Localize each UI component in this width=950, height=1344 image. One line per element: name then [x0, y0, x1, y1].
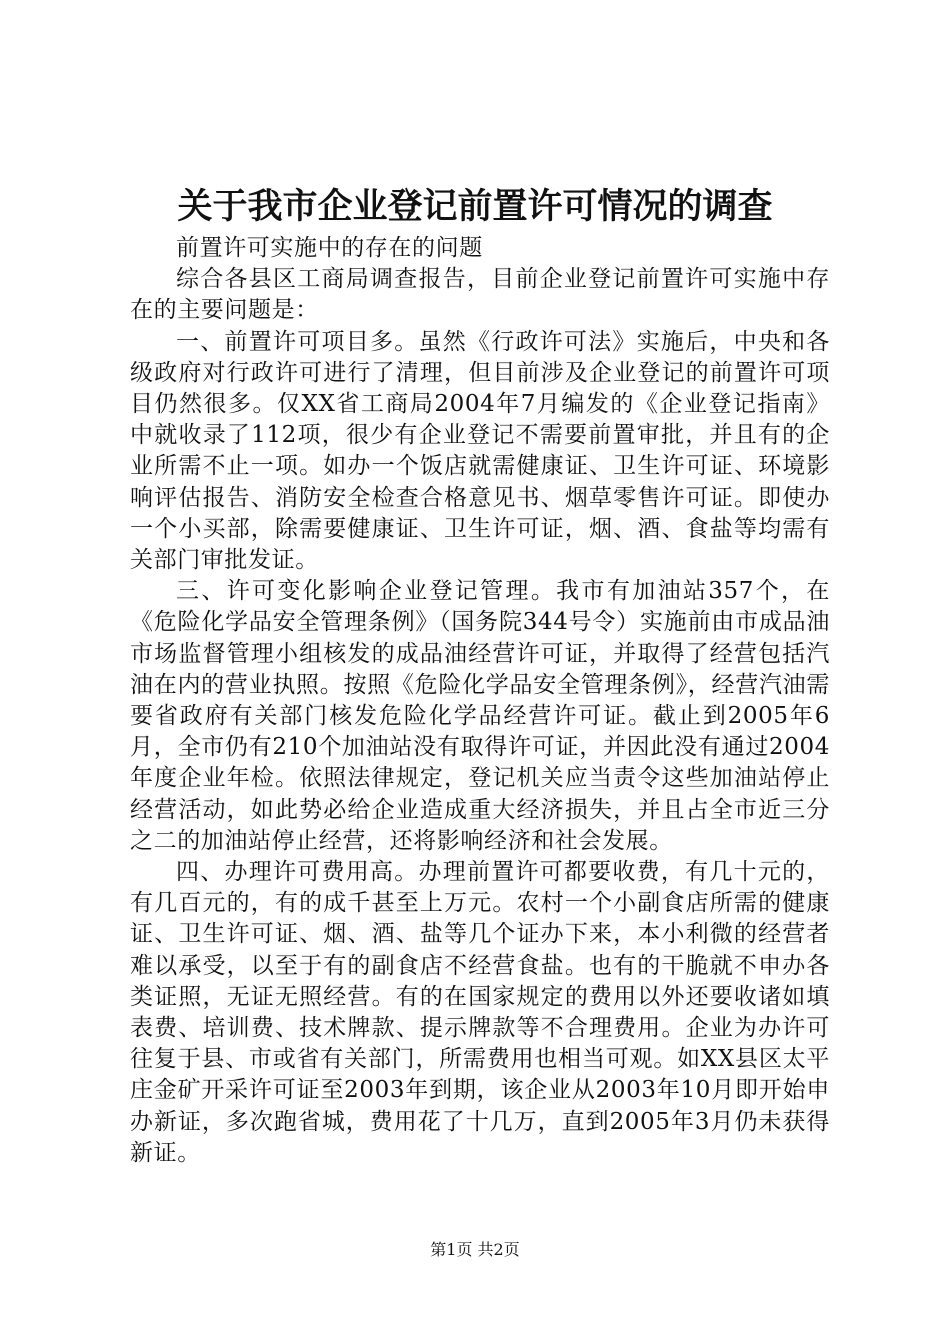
paragraph-section-heading: 前置许可实施中的存在的问题	[176, 235, 483, 261]
paragraph-item-one: 一、前置许可项目多。虽然《行政许可法》实施后，中央和各级政府对行政许可进行了清理，但目前涉及企业登记的前置许可项目仍然很多。仅XX省工商局2004年7月编发的《企业登记指南》中就收录了112项，很少有企业登记不需要前置审批，并且有的企业所需不止一项。如办一个饭店就需健康证、卫生许可证、环境影响评估报告、消防安全检查合格意见书、烟草零售许可证。即使办一个小买部，除需要健康证、卫生许可证，烟、酒、食盐等均需有关部门审批发证。	[130, 328, 830, 574]
paragraph-intro: 综合各县区工商局调查报告，目前企业登记前置许可实施中存在的主要问题是：	[130, 266, 830, 324]
page-number-footer: 第1页 共2页	[430, 1240, 520, 1259]
paragraph-item-three: 三、许可变化影响企业登记管理。我市有加油站357个，在《危险化学品安全管理条例》（国务院344号令）实施前由市成品油市场监督管理小组核发的成品油经营许可证，并取得了经营包括汽油在内的营业执照。按照《危险化学品安全管理条例》，经营汽油需要省政府有关部门核发危险化学品经营许可证。截止到2005年6月，全市仍有210个加油站没有取得许可证，并因此没有通过2004年度企业年检。依照法律规定，登记机关应当责令这些加油站停止经营活动，如此势必给企业造成重大经济损失，并且占全市近三分之二的加油站停止经营，还将影响经济和社会发展。	[130, 578, 830, 854]
document-title: 关于我市企业登记前置许可情况的调查	[177, 186, 773, 227]
document-body	[130, 233, 830, 1169]
paragraph-item-four: 四、办理许可费用高。办理前置许可都要收费，有几十元的，有几百元的，有的成千甚至上万元。农村一个小副食店所需的健康证、卫生许可证、烟、酒、盐等几个证办下来，本小利微的经营者难以承受，以至于有的副食店不经营食盐。也有的干脆就不申办各类证照，无证无照经营。有的在国家规定的费用以外还要收诸如填表费、培训费、技术牌款、提示牌款等不合理费用。企业为办许可往复于县、市或省有关部门，所需费用也相当可观。如XX县区太平庄金矿开采许可证至2003年到期，该企业从2003年10月即开始申办新证，多次跑省城，费用花了十几万，直到2005年3月仍未获得新证。	[130, 859, 830, 1166]
